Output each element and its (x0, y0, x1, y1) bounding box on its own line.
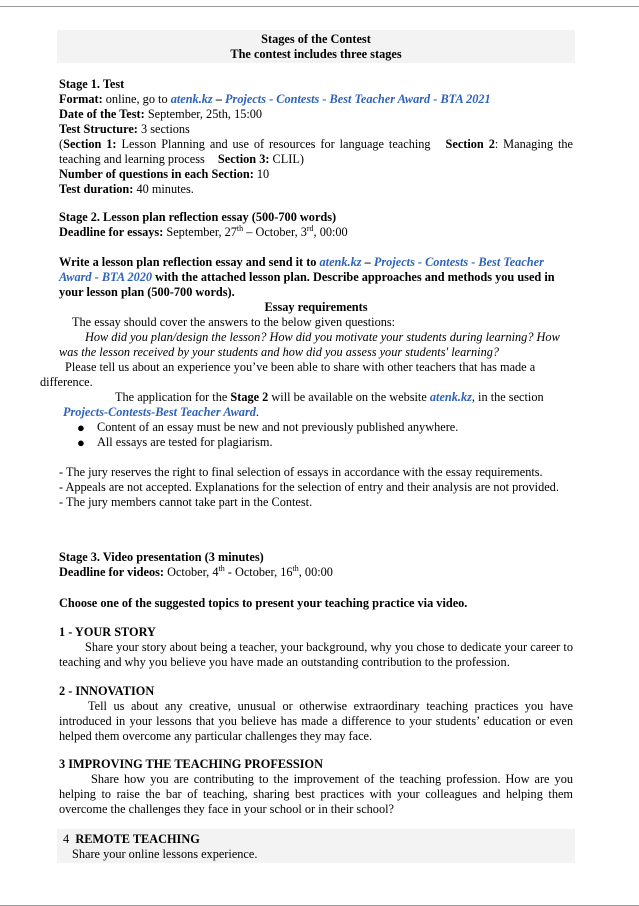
essay-rules-list (59, 420, 573, 450)
essay-instructions (59, 255, 573, 300)
choose-topic-instruction: Choose one of the suggested topics to present your teaching practice via video. (59, 596, 468, 610)
stage3-deadline (59, 565, 573, 580)
section1-text: Lesson Planning and use of resources for language teaching (121, 137, 431, 151)
stage2-instructions (40, 255, 573, 510)
topic-text: Tell us about any creative, unusual or otherwise extraordinary teaching practices you have introduced in your lessons that you believe has made a difference to your students’ education or even helped them overcome any particular challenges they may face. (59, 699, 573, 743)
topic-number: 4 (63, 832, 70, 846)
stage2-heading: Stage 2. Lesson plan reflection essay (500-700 words) (59, 210, 337, 224)
bullet-icon: ● (77, 435, 85, 450)
duration-value: 40 minutes. (136, 182, 194, 196)
video-deadline-mid: - October, 16 (227, 565, 293, 579)
stage1-structure (59, 122, 573, 137)
application-note (63, 390, 573, 420)
format-path-link[interactable]: Projects - Contests - Best Teacher Award - BTA 2021 (225, 92, 491, 106)
app-atenk-link[interactable]: atenk.kz (429, 390, 472, 404)
requirements-questions: How did you plan/design the lesson? How did you motivate your students during learning? How was the lesson received by your students and how did you assess your students' learning? (59, 330, 560, 359)
app-end: . (255, 405, 259, 419)
bullet-icon: ● (77, 420, 85, 435)
deadline-end-sup: rd (306, 223, 314, 233)
essay-requirements-heading: Essay requirements (264, 300, 368, 314)
instr-dash: – (364, 255, 371, 269)
bullet-text: Content of an essay must be new and not previously published anywhere. (97, 420, 459, 434)
video-deadline-end-sup: th (292, 563, 299, 573)
stage1-format (59, 92, 573, 107)
topic-3 (59, 757, 573, 817)
list-item (59, 435, 573, 450)
structure-value: 3 sections (140, 122, 190, 136)
topic-title: REMOTE TEACHING (75, 832, 200, 846)
subtitle-line: The contest includes three stages (230, 47, 402, 61)
stage1-date (59, 107, 573, 122)
format-text: online, go to (105, 92, 168, 106)
app-text-b: will be available on the website (271, 390, 427, 404)
stage3-section (59, 550, 573, 580)
topic-text: Share your online lessons experience. (72, 847, 258, 861)
top-border (0, 6, 639, 7)
list-item (59, 420, 573, 435)
stage1-questions (59, 167, 573, 182)
requirements-intro: The essay should cover the answers to the below given questions: (72, 315, 396, 329)
questions-label: Number of questions in each Section: (59, 167, 254, 181)
stage3-heading: Stage 3. Video presentation (3 minutes) (59, 550, 264, 564)
instr-text-a: Write a lesson plan reflection essay and send it to (59, 255, 317, 269)
app-text-a: The application for the (115, 390, 228, 404)
topic-2 (59, 684, 573, 744)
structure-label: Test Structure: (59, 122, 138, 136)
deadline-end: , 00:00 (313, 225, 348, 239)
instr-atenk-link[interactable]: atenk.kz (319, 255, 362, 269)
page-title (59, 32, 573, 62)
app-text-c: , in the section (471, 390, 544, 404)
section3-text: CLIL) (272, 152, 304, 166)
stage1-heading: Stage 1. Test (59, 77, 125, 91)
topic-title: 3 IMPROVING THE TEACHING PROFESSION (59, 757, 323, 771)
video-deadline-end: , 00:00 (298, 565, 333, 579)
atenk-link[interactable]: atenk.kz (170, 92, 213, 106)
format-label: Format: (59, 92, 103, 106)
duration-label: Test duration: (59, 182, 134, 196)
topic-1 (59, 625, 573, 670)
stage2-section (59, 210, 573, 240)
bullet-text: All essays are tested for plagiarism. (97, 435, 273, 449)
essay-deadline-label: Deadline for essays: (59, 225, 164, 239)
topic-title: 1 - YOUR STORY (59, 625, 156, 639)
jury-note-3: - The jury members cannot take part in the Contest. (59, 495, 313, 509)
stage1-section (59, 77, 573, 197)
app-section-link[interactable]: Projects-Contests-Best Teacher Award (63, 405, 256, 419)
date-label: Date of the Test: (59, 107, 145, 121)
stage2-deadline (59, 225, 573, 240)
video-deadline-start: October, 4 (167, 565, 219, 579)
video-deadline-start-sup: th (218, 563, 225, 573)
topic-title: 2 - INNOVATION (59, 684, 155, 698)
format-dash: – (215, 92, 222, 106)
stage1-sections: (Section 1: Lesson Planning and use of resources for language teaching Section 2: Managing the teaching and learning process Section 3: CLIL) (59, 137, 573, 166)
app-stage: Stage 2 (230, 390, 269, 404)
instr-text-b: with the attached lesson plan. Describe approaches and methods you used in your lesson plan (500-700 words). (59, 270, 555, 299)
stage1-duration (59, 182, 573, 197)
date-value: September, 25th, 15:00 (147, 107, 263, 121)
requirements-tell: Please tell us about an experience you’ve been able to share with other teachers that has made a difference. (40, 360, 536, 389)
requirements-tell-wrap (33, 360, 573, 390)
instr-path-link[interactable]: Projects - Contests - Best Teacher Award - BTA 2020 (59, 255, 544, 284)
deadline-start-sup: th (236, 223, 244, 233)
section3-label: Section 3: (217, 152, 270, 166)
jury-note-1: - The jury reserves the right to final selection of essays in accordance with the essay requirements. (59, 465, 543, 479)
jury-note-2: - Appeals are not accepted. Explanations for the selection of entry and their analysis are not provided. (59, 480, 559, 494)
topic-text: Share how you are contributing to the improvement of the teaching profession. How are you helping to raise the bar of teaching, sharing best practices with your colleagues and helping them overcome the challenges they face in your school or in their school? (59, 772, 573, 816)
topic-4 (59, 832, 573, 862)
deadline-start: September, 27 (166, 225, 237, 239)
topic-text: Share your story about being a teacher, your background, why you chose to dedicate your career to teaching and why you believe you have made an outstanding contribution to the profession. (59, 640, 573, 669)
video-deadline-label: Deadline for videos: (59, 565, 164, 579)
section2-text: : Managing the teaching and learning process (59, 137, 573, 166)
section2-label: Section 2 (445, 137, 495, 151)
questions-value: 10 (256, 167, 270, 181)
section1-label: Section 1: (63, 137, 117, 151)
title-line: Stages of the Contest (261, 32, 371, 46)
deadline-mid: – October, 3 (246, 225, 307, 239)
